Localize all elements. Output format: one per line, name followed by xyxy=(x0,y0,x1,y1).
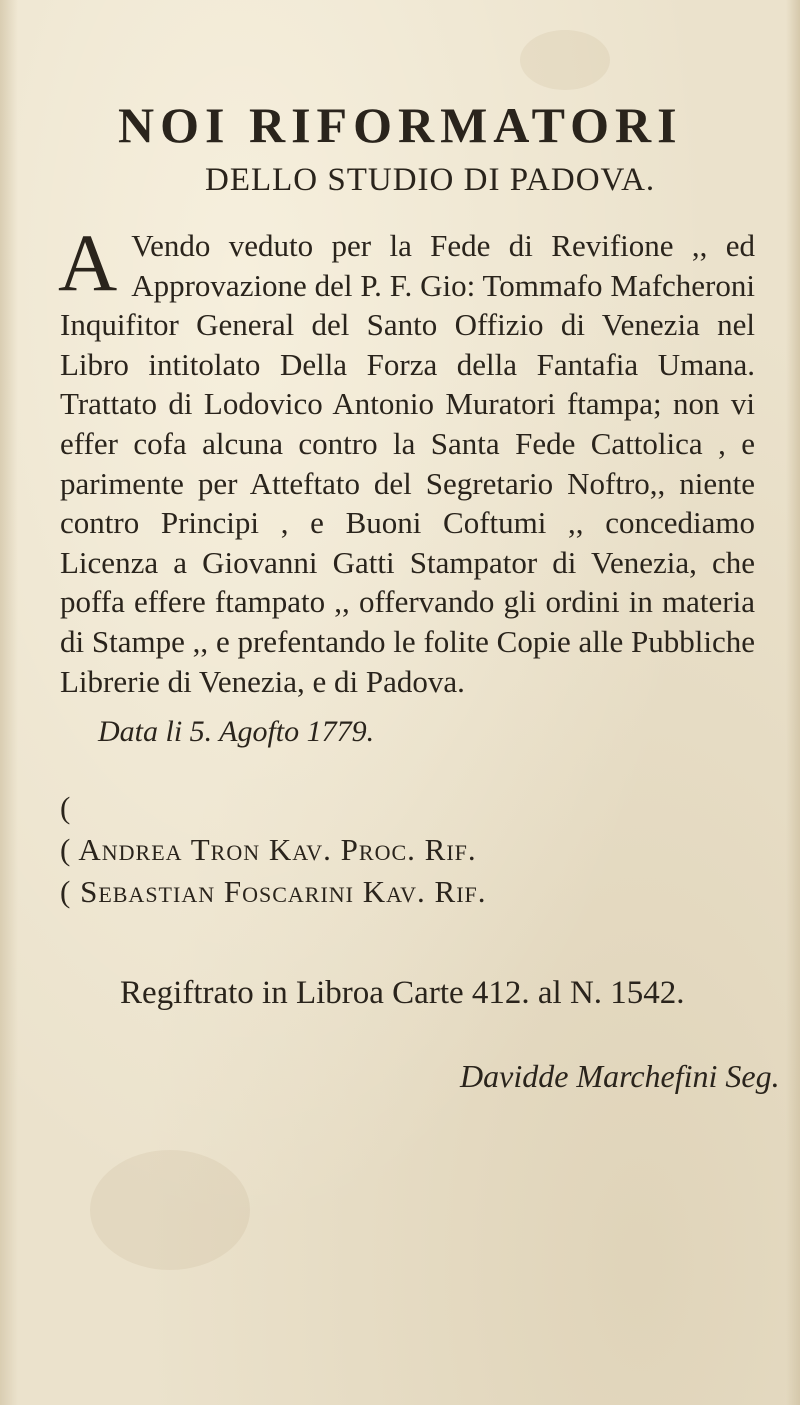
document-subtitle: DELLO STUDIO DI PADOVA. xyxy=(205,162,656,198)
registration-note: Regiftrato in Libroa Carte 412. al N. 1542. xyxy=(120,975,685,1011)
paragraph-text: Vendo veduto per la Fede di Revifione ,, ed Approvazione del P. F. Gio: Tommafo Mafcheroni Inquifitor General del Santo Offizio di Venezia nel Libro intitolato Della Forza della Fantafia Umana. Trattato di Lodovico Antonio Muratori ftampa; non vi effer cofa alcuna contro la Santa Fede Cattolica , e parimente per Atteftato del Segretario Noftro,, niente contro Principi , e Buoni Coftumi ,, concediamo Licenza a Giovanni Gatti Stampator di Venezia, che poffa effere ftampato ,, offervando gli ordini in materia di Stampe ,, e prefentando le folite Copie alle Pubbliche Librerie di Venezia, e di Padova. xyxy=(60,228,755,699)
paper-stain xyxy=(90,1150,250,1270)
paper-stain xyxy=(520,30,610,90)
signer-foscarini: ( Sebastian Foscarini Kav. Rif. xyxy=(60,874,487,909)
signature-bracket: ( xyxy=(60,790,71,825)
signer-tron: ( Andrea Tron Kav. Proc. Rif. xyxy=(60,832,477,867)
page-right-edge xyxy=(786,0,800,1405)
page-left-edge xyxy=(0,0,18,1405)
license-paragraph xyxy=(58,217,755,701)
document-title: NOI RIFORMATORI xyxy=(118,97,683,153)
drop-cap: A xyxy=(58,217,118,308)
secretary-signature: Davidde Marchefini Seg. xyxy=(460,1058,780,1094)
document-date: Data li 5. Agofto 1779. xyxy=(98,715,375,748)
